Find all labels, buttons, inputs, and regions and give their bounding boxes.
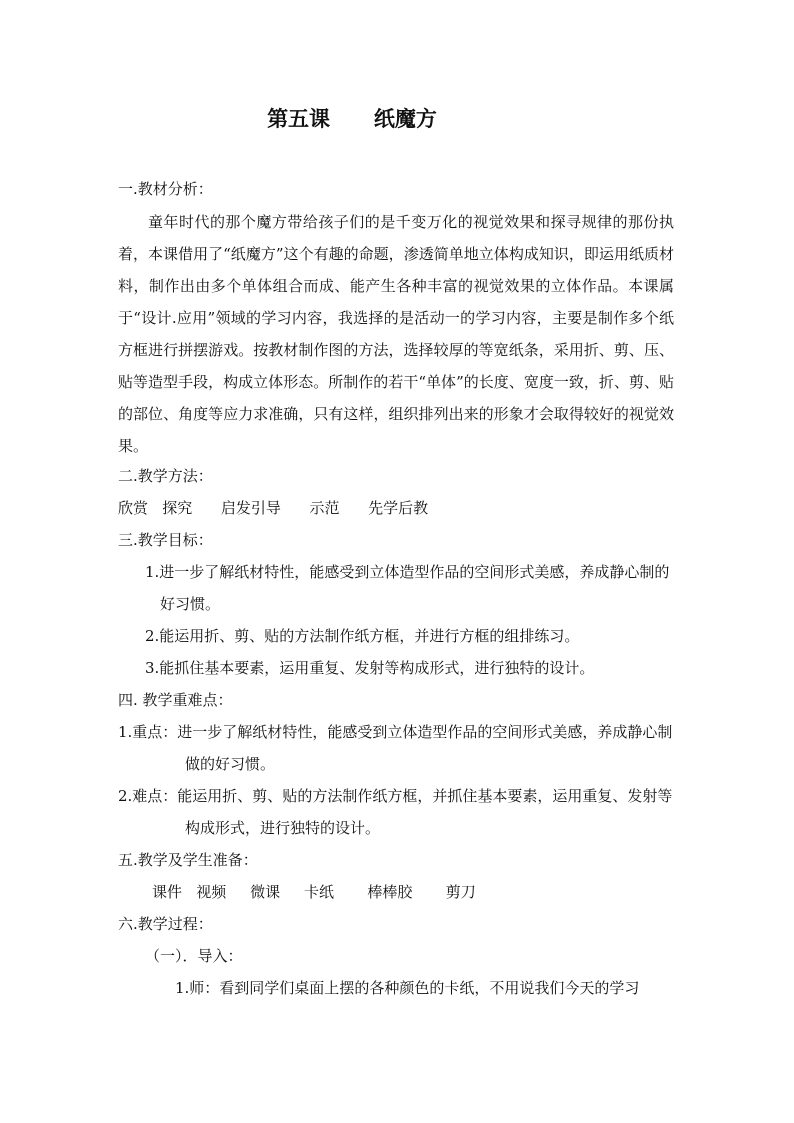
preparation-materials-list: 课件 视频 微课 卡纸 棒棒胶 剪刀: [152, 883, 476, 901]
textbook-analysis-paragraph: 童年时代的那个魔方带给孩子们的是千变万化的视觉效果和探寻规律的那份执着，本课借用了“纸魔方”这个有趣的命题，渗透简单地立体构成知识，即运用纸质材料，制作出由多个单体组合而成、能产生各种丰富的视觉效果的立体作品。本课属于“设计.应用”领域的学习内容，我选择的是活动一的学习内容，主要是制作多个纸方框进行拼摆游戏。按教材制作图的方法，选择较厚的等宽纸条，采用折、剪、压、贴等造型手段，构成立体形态。所制作的若干“单体”的长度、宽度一致，折、剪、贴的部位、角度等应力求准确，只有这样，组织排列出来的形象才会取得较好的视觉效果。: [118, 213, 674, 455]
process-subheading-introduction: （一）．导入：: [145, 947, 243, 965]
teaching-goal-item: 3.能抓住基本要素，运用重复、发射等构成形式，进行独特的设计。: [145, 659, 595, 677]
section-heading-teaching-methods: 二.教学方法：: [118, 467, 213, 485]
section-heading-teaching-goals: 三.教学目标：: [118, 531, 213, 549]
section-heading-teaching-process: 六.教学过程：: [118, 915, 213, 933]
teaching-methods-list: 欣赏 探究 启发引导 示范 先学后教: [118, 499, 429, 517]
teaching-goal-item: 2.能运用折、剪、贴的方法制作纸方框，并进行方框的组排练习。: [145, 627, 580, 645]
difficult-point-item: 2.难点：能运用折、剪、贴的方法制作纸方框，并抓住基本要素，运用重复、发射等构成形式，进行独特的设计。: [118, 787, 673, 837]
process-step-text: 1.师：看到同学们桌面上摆的各种颜色的卡纸，不用说我们今天的学习: [175, 979, 640, 997]
key-point-item: 1.重点：进一步了解纸材特性，能感受到立体造型作品的空间形式美感，养成静心制做的好习惯。: [118, 723, 673, 773]
lesson-title: 第五课 纸魔方: [267, 106, 437, 131]
section-heading-key-difficult-points: 四. 教学重难点：: [118, 691, 233, 709]
section-heading-textbook-analysis: 一.教材分析：: [118, 180, 213, 198]
teaching-goal-item: 1.进一步了解纸材特性，能感受到立体造型作品的空间形式美感，养成静心制的好习惯。: [145, 563, 670, 613]
section-heading-preparation: 五.教学及学生准备：: [118, 851, 258, 869]
